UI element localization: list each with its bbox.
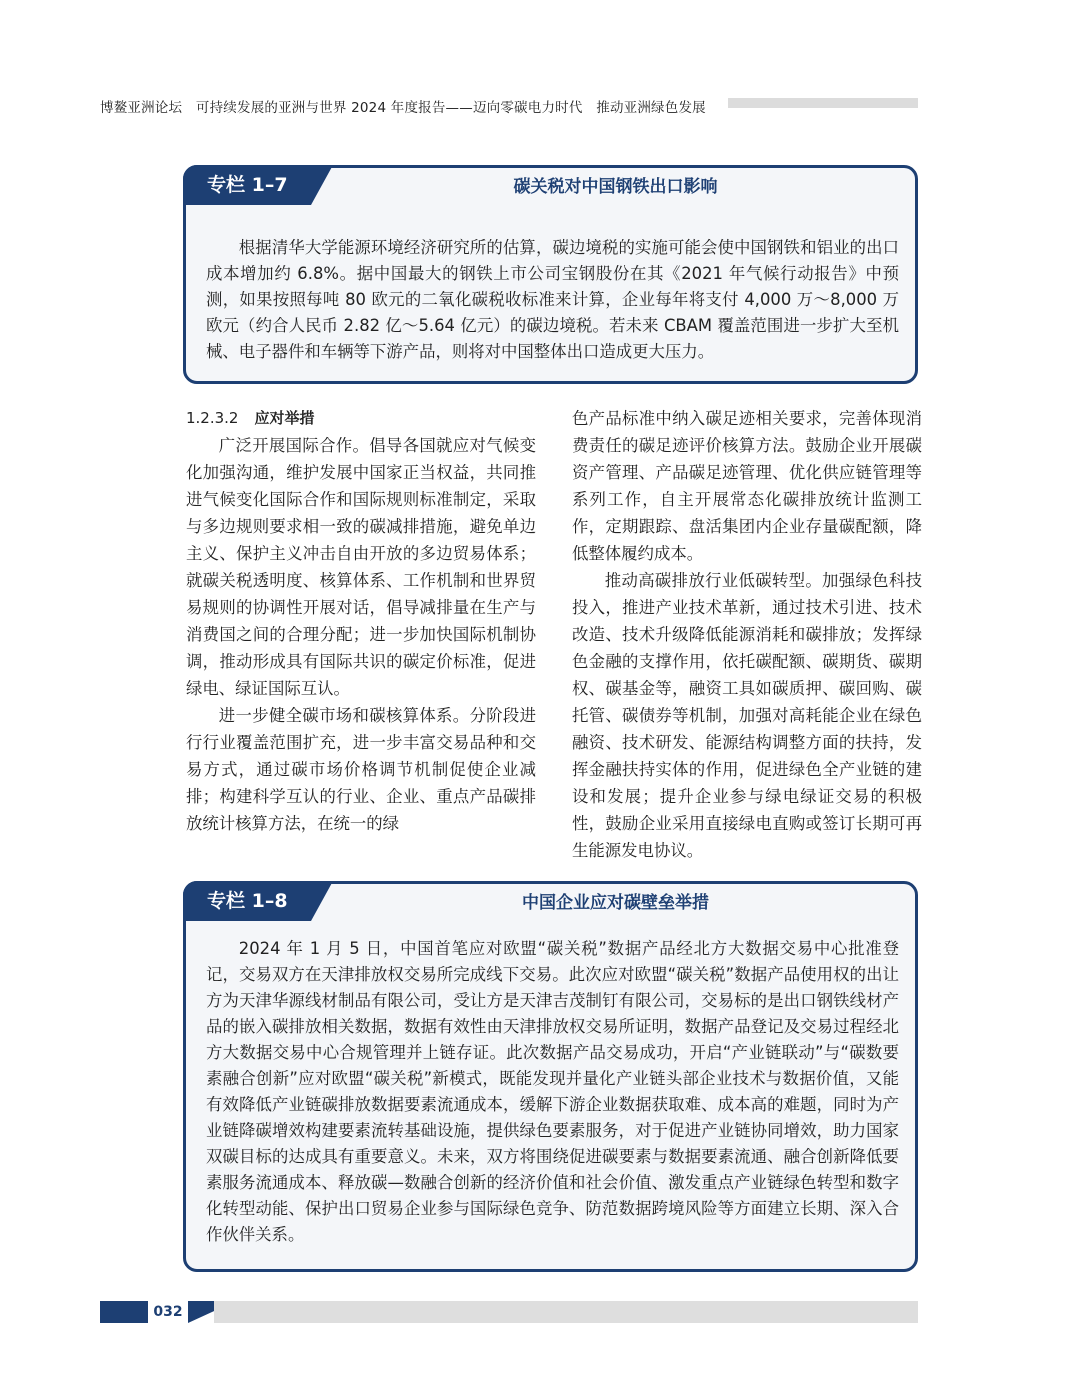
left-column bbox=[186, 405, 536, 837]
box-paragraph: 根据清华大学能源环境经济研究所的估算，碳边境税的实施可能会使中国钢铁和铝业的出口成本增加约 6.8%。据中国最大的钢铁上市公司宝钢股份在其《2021 年气候行动报告》中预测，如果按照每吨 80 欧元的二氧化碳税收标准来计算，企业每年将支付 4,000 万～8,000 万欧元（约合人民币 2.82 亿～5.64 亿元）的碳边境税。若未来 CBAM 覆盖范围进一步扩大至机械、电子器件和车辆等下游产品，则将对中国整体出口造成更大压力。 bbox=[206, 238, 899, 361]
box-tab-label: 专栏 1–7 bbox=[183, 165, 311, 205]
column-box-1-7 bbox=[183, 165, 918, 384]
box-title: 中国企业应对碳壁垒举措 bbox=[522, 893, 709, 913]
section-heading bbox=[186, 405, 536, 432]
section-number: 1.2.3.2 bbox=[186, 409, 239, 427]
footer-decor-block bbox=[100, 1301, 148, 1323]
paragraph: 进一步健全碳市场和碳核算体系。分阶段进行行业覆盖范围扩充，进一步丰富交易品种和交易方式，通过碳市场价格调节机制促使企业减排；构建科学互认的行业、企业、重点产品碳排放统计核算方法，在统一的绿 bbox=[186, 706, 536, 833]
header-decor-bar bbox=[728, 98, 918, 108]
running-header: 博鳌亚洲论坛 可持续发展的亚洲与世界 2024 年度报告——迈向零碳电力时代 推动亚洲绿色发展 bbox=[100, 100, 706, 116]
section-title: 应对举措 bbox=[254, 409, 315, 427]
page-number: 032 bbox=[153, 1304, 183, 1320]
paragraph: 广泛开展国际合作。倡导各国就应对气候变化加强沟通，维护发展中国家正当权益，共同推进气候变化国际合作和国际规则标准制定，采取与多边规则要求相一致的碳减排措施，避免单边主义、保护主义冲击自由开放的多边贸易体系；就碳关税透明度、核算体系、工作机制和世界贸易规则的协调性开展对话，倡导减排量在生产与消费国之间的合理分配；进一步加快国际机制协调，推动形成具有国际共识的碳定价标准，促进绿电、绿证国际互认。 bbox=[186, 436, 536, 698]
footer-decor-bar bbox=[214, 1301, 918, 1323]
box-paragraph: 2024 年 1 月 5 日，中国首笔应对欧盟“碳关税”数据产品经北方大数据交易中心批准登记，交易双方在天津排放权交易所完成线下交易。此次应对欧盟“碳关税”数据产品使用权的出让方为天津华源线材制品有限公司，受让方是天津吉茂制钉有限公司，交易标的是出口钢铁线材产品的嵌入碳排放相关数据，数据有效性由天津排放权交易所证明，数据产品登记及交易过程经北方大数据交易中心合规管理并上链存证。此次数据产品交易成功，开启“产业链联动”与“碳数要素融合创新”应对欧盟“碳关税”新模式，既能发现并量化产业链头部企业技术与数据价值，又能有效降低产业链碳排放数据要素流通成本，缓解下游企业数据获取难、成本高的难题，同时为产业链降碳增效构建要素流转基础设施，提供绿色要素服务，对于促进产业链协同增效，助力国家双碳目标的达成具有重要意义。未来，双方将围绕促进碳要素与数据要素流通、融合创新降低要素服务流通成本、释放碳—数融合创新的经济价值和社会价值、激发重点产业链绿色转型和数字化转型动能、保护出口贸易企业参与国际绿色竞争、防范数据跨境风险等方面建立长期、深入合作伙伴关系。 bbox=[206, 939, 899, 1244]
box-body bbox=[206, 936, 899, 1248]
box-body bbox=[206, 235, 899, 365]
box-tab-label: 专栏 1–8 bbox=[183, 881, 311, 921]
right-column bbox=[572, 405, 922, 864]
box-title: 碳关税对中国钢铁出口影响 bbox=[513, 177, 718, 197]
column-box-1-8 bbox=[183, 881, 918, 1272]
paragraph: 推动高碳排放行业低碳转型。加强绿色科技投入，推进产业技术革新，通过技术引进、技术改造、技术升级降低能源消耗和碳排放；发挥绿色金融的支撑作用，依托碳配额、碳期货、碳期权、碳基金等，融资工具如碳质押、碳回购、碳托管、碳债券等机制，加强对高耗能企业在绿色融资、技术研发、能源结构调整方面的扶持，发挥金融扶持实体的作用，促进绿色全产业链的建设和发展；提升企业参与绿电绿证交易的积极性，鼓励企业采用直接绿电直购或签订长期可再生能源发电协议。 bbox=[572, 571, 922, 860]
paragraph: 色产品标准中纳入碳足迹相关要求，完善体现消费责任的碳足迹评价核算方法。鼓励企业开展碳资产管理、产品碳足迹管理、优化供应链管理等系列工作，自主开展常态化碳排放统计监测工作，定期跟踪、盘活集团内企业存量碳配额，降低整体履约成本。 bbox=[572, 409, 922, 563]
